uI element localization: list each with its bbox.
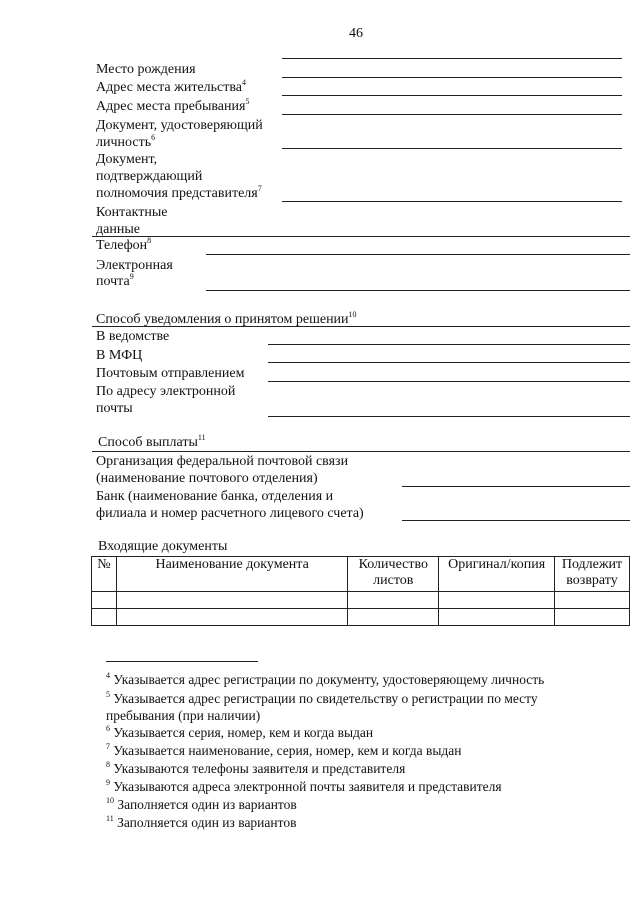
notification-mfc-field[interactable] xyxy=(268,362,630,363)
footnote-9: $^9$ Указываются адреса электронной почты заявителя и представителя xyxy=(106,778,502,794)
col-original: Оригинал/копия xyxy=(439,557,555,592)
table-row[interactable] xyxy=(92,592,630,609)
rep-doc-field[interactable] xyxy=(282,201,622,202)
documents-header-row xyxy=(92,557,630,592)
stay-address-label: Адрес места пребывания$^5$ xyxy=(96,97,250,114)
col-num: № xyxy=(92,557,117,592)
footnote-5: $^5$ Указывается адрес регистрации по свидетельству о регистрации по месту xyxy=(106,690,538,706)
col-count: Количество листов xyxy=(348,557,439,592)
contact-label-1: Контактные xyxy=(96,205,168,220)
birth-place-field[interactable] xyxy=(282,77,622,78)
notification-divider xyxy=(92,326,630,327)
payment-heading: Способ выплаты$^{11}$ xyxy=(98,433,206,450)
id-doc-label-1: Документ, удостоверяющий xyxy=(96,118,263,133)
id-doc-field[interactable] xyxy=(282,148,622,149)
field-line-top xyxy=(282,58,622,59)
payment-post-field[interactable] xyxy=(402,486,630,487)
footnote-8: $^8$ Указываются телефоны заявителя и представителя xyxy=(106,760,406,776)
notification-post-field[interactable] xyxy=(268,381,630,382)
notification-post-label: Почтовым отправлением xyxy=(96,366,245,381)
footnote-separator xyxy=(106,661,258,662)
footnote-5-cont: пребывания (при наличии) xyxy=(106,708,261,723)
notification-mfc-label: В МФЦ xyxy=(96,348,143,363)
table-cell[interactable] xyxy=(555,592,630,609)
notification-agency-label: В ведомстве xyxy=(96,329,170,344)
documents-table xyxy=(91,556,630,626)
email-label-2: почта$^9$ xyxy=(96,272,134,289)
col-name: Наименование документа xyxy=(116,557,347,592)
rep-doc-label-2: подтверждающий xyxy=(96,169,203,184)
payment-post-label-1: Организация федеральной почтовой связи xyxy=(96,454,349,469)
id-doc-label-2: личность$^6$ xyxy=(96,133,156,150)
phone-field[interactable] xyxy=(206,254,630,255)
notification-email-field[interactable] xyxy=(268,416,630,417)
notification-email-label-2: почты xyxy=(96,401,133,416)
table-cell[interactable] xyxy=(92,609,117,626)
stay-address-field[interactable] xyxy=(282,114,622,115)
contact-divider xyxy=(92,236,630,237)
payment-bank-label-1: Банк (наименование банка, отделения и xyxy=(96,489,334,504)
footnote-11: $^{11}$ Заполняется один из вариантов xyxy=(106,814,297,830)
rep-doc-label-1: Документ, xyxy=(96,152,158,167)
payment-bank-label-2: филиала и номер расчетного лицевого счета) xyxy=(96,506,364,521)
residence-address-label: Адрес места жительства$^4$ xyxy=(96,78,246,95)
email-label-1: Электронная xyxy=(96,258,173,273)
footnote-7: $^7$ Указывается наименование, серия, номер, кем и когда выдан xyxy=(106,742,462,758)
table-cell[interactable] xyxy=(348,592,439,609)
documents-heading: Входящие документы xyxy=(98,539,228,554)
table-cell[interactable] xyxy=(439,609,555,626)
table-cell[interactable] xyxy=(92,592,117,609)
table-cell[interactable] xyxy=(439,592,555,609)
notification-agency-field[interactable] xyxy=(268,344,630,345)
notification-heading: Способ уведомления о принятом решении$^{10}$ xyxy=(96,310,357,327)
contact-label-2: данные xyxy=(96,222,140,237)
payment-bank-field[interactable] xyxy=(402,520,630,521)
page-number: 46 xyxy=(349,26,363,41)
residence-address-field[interactable] xyxy=(282,95,622,96)
birth-place-label: Место рождения xyxy=(96,62,196,77)
payment-divider xyxy=(92,451,630,452)
notification-email-label-1: По адресу электронной xyxy=(96,384,236,399)
footnote-6: $^6$ Указывается серия, номер, кем и когда выдан xyxy=(106,724,374,740)
table-cell[interactable] xyxy=(348,609,439,626)
col-return: Подлежит возврату xyxy=(555,557,630,592)
rep-doc-label-3: полномочия представителя$^7$ xyxy=(96,184,262,201)
phone-label: Телефон$^8$ xyxy=(96,236,152,253)
footnote-10: $^{10}$ Заполняется один из вариантов xyxy=(106,796,297,812)
table-cell[interactable] xyxy=(555,609,630,626)
table-cell[interactable] xyxy=(116,592,347,609)
footnote-4: $^4$ Указывается адрес регистрации по документу, удостоверяющему личность xyxy=(106,671,545,687)
table-cell[interactable] xyxy=(116,609,347,626)
email-field[interactable] xyxy=(206,290,630,291)
payment-post-label-2: (наименование почтового отделения) xyxy=(96,471,318,486)
table-row[interactable] xyxy=(92,609,630,626)
